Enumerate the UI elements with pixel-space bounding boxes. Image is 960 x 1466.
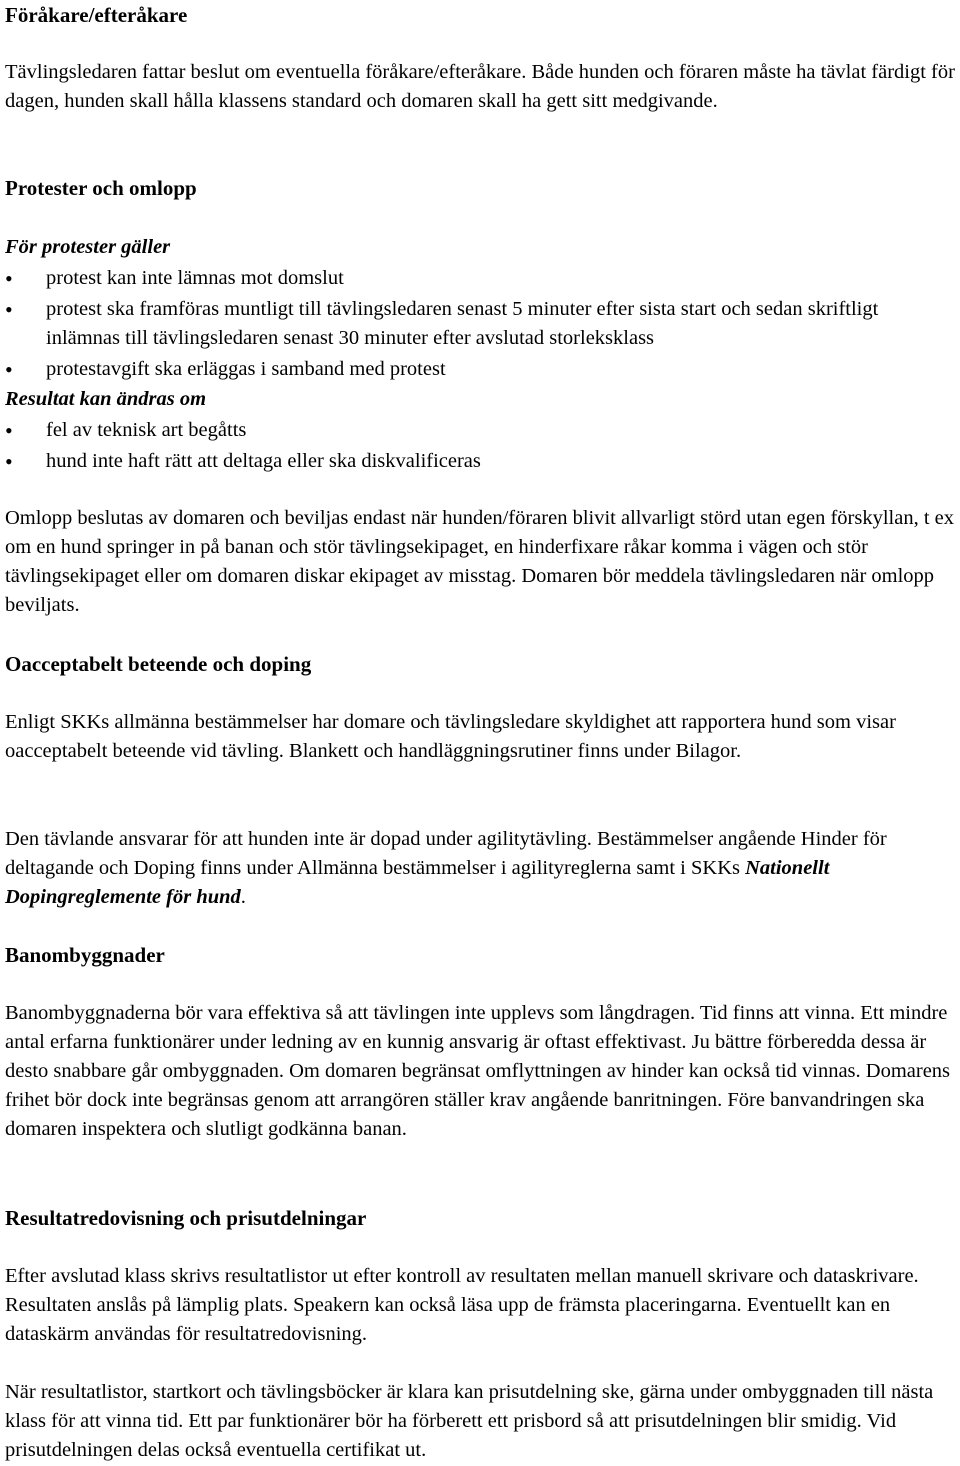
heading-protester: Protester och omlopp — [5, 176, 197, 200]
doping-regulation-title: Nationellt Dopingreglemente för hund — [5, 857, 830, 908]
paragraph-banombyggnader: Banombyggnaderna bör vara effektiva så att tävlingen inte upplevs som långdragen. Tid finns att vinna. Ett mindre antal erfarna funktionärer under ledning av en kunnig ansvarig är oftast effektivast. Ju bättre förberedda dessa är desto snabbare går ombyggnaden. Om domaren begränsat omflyttningen av hinder kan också tid vinnas. Domarens frihet bör dock inte begränsas genom att arrangören ställer krav angående banritningen. Före banvandringen ska domaren inspektera och slutligt godkänna banan. — [5, 1002, 951, 1140]
heading-oacceptabelt: Oacceptabelt beteende och doping — [5, 652, 312, 676]
subheading-for-protester: För protester gäller — [5, 236, 171, 258]
heading-banombyggnader: Banombyggnader — [5, 943, 165, 967]
paragraph-oacceptabelt-1: Enligt SKKs allmänna bestämmelser har domare och tävlingsledare skyldighet att rapportera hund som visar oacceptabelt beteende vid tävling. Blankett och handläggningsrutiner finns under Bilagor. — [5, 711, 896, 762]
paragraph-resultat-2: När resultatlistor, startkort och tävlingsböcker är klara kan prisutdelning ske, gärna under ombyggnaden till nästa klass för att vinna tid. Ett par funktionärer bör ha förberett ett prisbord så att prisutdelningen blir smidig. Vid prisutdelningen delas också eventuella certifikat ut. — [5, 1381, 934, 1461]
paragraph-omlopp: Omlopp beslutas av domaren och beviljas endast när hunden/föraren blivit allvarligt störd utan egen förskyllan, t ex om en hund springer in på banan och stör tävlingsekipaget, en hinderfixare råkar komma i vägen och stör tävlingsekipaget eller om domaren diskar ekipaget av misstag. Domaren bör meddela tävlingsledaren när omlopp beviljats. — [5, 507, 955, 616]
list-item: • protestavgift ska erläggas i samband med protest — [5, 355, 955, 384]
list-resultat — [5, 416, 955, 476]
paragraph-resultat-1: Efter avslutad klass skrivs resultatlistor ut efter kontroll av resultaten mellan manuell skrivare och dataskrivare. Resultaten anslås på lämplig plats. Speakern kan också läsa upp de främsta placeringarna. Eventuellt kan en dataskärm användas för resultatredovisning. — [5, 1265, 919, 1345]
list-item: • hund inte haft rätt att deltaga eller ska diskvalificeras — [5, 447, 955, 476]
heading-resultat: Resultatredovisning och prisutdelningar — [5, 1206, 367, 1230]
text-segment: . — [240, 886, 246, 908]
list-item: • protest ska framföras muntligt till tävlingsledaren senast 5 minuter efter sista start och sedan skriftligt inlämnas till tävlingsledaren senast 30 minuter efter avslutad storleksklass — [5, 295, 955, 353]
text-segment: Den tävlande ansvarar för att hunden inte är dopad under agilitytävling. Bestämmelser angående Hinder för deltagande och Doping finns under Allmänna bestämmelser i agilityreglerna samt i SKKs — [5, 828, 887, 879]
list-item: • protest kan inte lämnas mot domslut — [5, 264, 955, 293]
heading-forakare: Föråkare/efteråkare — [5, 3, 188, 27]
list-item: • fel av teknisk art begåtts — [5, 416, 955, 445]
subheading-resultat-kan-andras: Resultat kan ändras om — [5, 388, 207, 410]
paragraph-oacceptabelt-2 — [5, 825, 955, 912]
list-protester — [5, 264, 955, 384]
paragraph-forakare: Tävlingsledaren fattar beslut om eventuella föråkare/efteråkare. Både hunden och föraren måste ha tävlat färdigt för dagen, hunden skall hålla klassens standard och domaren skall ha gett sitt medgivande. — [5, 61, 955, 112]
